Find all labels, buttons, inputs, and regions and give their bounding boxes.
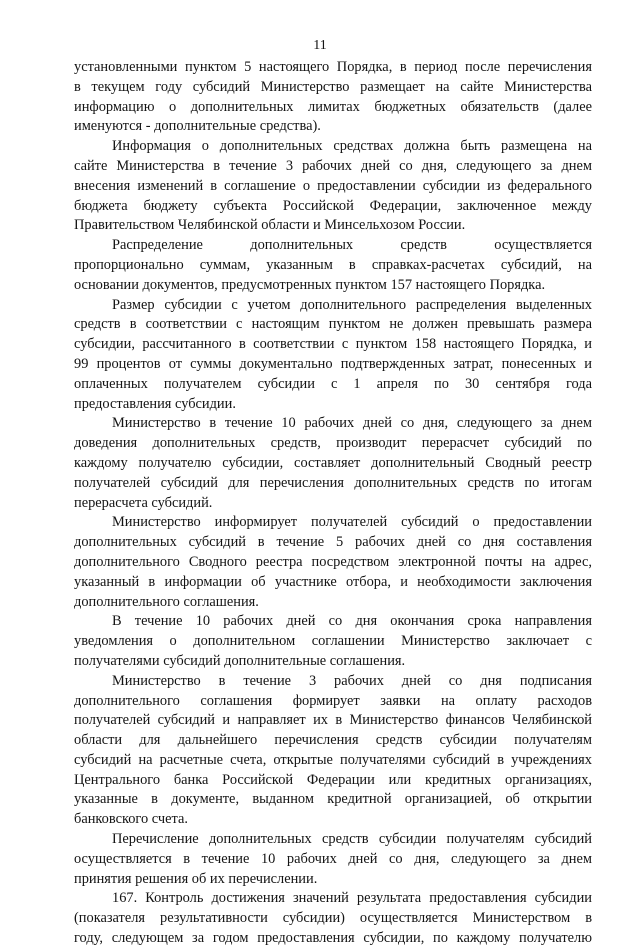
text-line <box>74 117 592 137</box>
text-line-content: субсидий на расчетные счета, открытые получателями субсидий в учреждениях <box>74 751 592 768</box>
text-line-content: каждому получателю субсидии, составляет дополнительный Сводный реестр <box>74 454 592 471</box>
text-line-content: области для дальнейшего перечисления средств субсидии получателям <box>74 732 592 749</box>
text-line <box>74 929 592 949</box>
page-number: 11 <box>313 38 327 53</box>
paragraph <box>74 612 592 671</box>
text-line <box>74 434 592 454</box>
text-line-content: дополнительного соглашения формирует заявки на оплату расходов <box>74 692 592 709</box>
text-line <box>74 414 592 434</box>
text-line <box>74 58 592 78</box>
text-line-content: Распределение дополнительных средств осуществляется <box>112 237 592 254</box>
paragraph <box>74 58 592 137</box>
text-line <box>74 454 592 474</box>
paragraph <box>74 889 592 948</box>
text-line <box>74 256 592 276</box>
text-line-content: Правительством Челябинской области и Минсельхозом России. <box>74 217 466 234</box>
text-line <box>74 157 592 177</box>
text-line <box>74 632 592 652</box>
text-line-content: В течение 10 рабочих дней со дня окончания срока направления <box>112 613 592 630</box>
text-line-content: 167. Контроль достижения значений результата предоставления субсидии <box>112 890 592 907</box>
text-line-content: дополнительного соглашения. <box>74 593 259 610</box>
text-line <box>74 870 592 890</box>
text-line-content: получателей субсидий для перечисления дополнительных средств по итогам <box>74 474 592 491</box>
text-line-content: сайте Министерства в течение 3 рабочих дней со дня, следующего за днем <box>74 157 592 174</box>
text-line <box>74 216 592 236</box>
text-line-content: Министерство в течение 3 рабочих дней со дня подписания <box>112 672 592 689</box>
text-line-content: предоставления субсидии. <box>74 395 236 412</box>
text-line-content: (показателя результативности субсидии) осуществляется Министерством в <box>74 910 592 927</box>
text-line <box>74 692 592 712</box>
text-line <box>74 889 592 909</box>
text-line-content: внесения изменений в соглашение о предоставлении субсидии из федерального <box>74 177 592 194</box>
text-line-content: 99 процентов от суммы документально подтвержденных затрат, понесенных и <box>74 355 592 372</box>
text-line <box>74 474 592 494</box>
text-line <box>74 850 592 870</box>
text-line-content: перерасчета субсидий. <box>74 494 213 511</box>
text-line <box>74 612 592 632</box>
text-line-content: году, следующем за годом предоставления субсидии, по каждому получателю <box>74 930 592 947</box>
paragraph <box>74 830 592 889</box>
text-line <box>74 731 592 751</box>
text-line <box>74 395 592 415</box>
text-line <box>74 573 592 593</box>
text-line-content: принятия решения об их перечислении. <box>74 870 318 887</box>
text-line <box>74 78 592 98</box>
text-line <box>74 296 592 316</box>
text-line-content: информацию о дополнительных лимитах бюджетных обязательств (далее <box>74 98 592 115</box>
text-line <box>74 335 592 355</box>
text-line <box>74 355 592 375</box>
text-line <box>74 672 592 692</box>
text-line <box>74 513 592 533</box>
text-line-content: Информация о дополнительных средствах должна быть размещена на <box>112 138 592 155</box>
text-line-content: доведения дополнительных средств, производит перерасчет субсидий по <box>74 435 592 452</box>
text-line-content: оплаченных получателем субсидии с 1 апреля по 30 сентября года <box>74 375 592 392</box>
paragraph <box>74 513 592 612</box>
text-line <box>74 375 592 395</box>
text-line <box>74 909 592 929</box>
text-line <box>74 137 592 157</box>
text-line-content: Перечисление дополнительных средств субсидии получателям субсидий <box>112 831 592 848</box>
text-line-content: пропорционально суммам, указанным в справках-расчетах субсидий, на <box>74 256 592 273</box>
text-line-content: установленными пунктом 5 настоящего Порядка, в период после перечисления <box>74 59 592 75</box>
text-line-content: в текущем году субсидий Министерство размещает на сайте Министерства <box>74 78 592 95</box>
text-line-content: указанные в документе, выданном кредитной организацией, об открытии <box>74 791 592 808</box>
text-line <box>74 315 592 335</box>
text-line <box>74 751 592 771</box>
text-line-content: банковского счета. <box>74 811 188 828</box>
text-line-content: бюджета бюджету субъекта Российской Федерации, заключенное между <box>74 197 592 214</box>
text-line <box>74 553 592 573</box>
text-line <box>74 771 592 791</box>
text-line-content: дополнительного Сводного реестра посредством электронной почты на адрес, <box>74 553 592 570</box>
text-line <box>74 810 592 830</box>
paragraph <box>74 296 592 415</box>
text-line-content: субсидии, рассчитанного в соответствии с пунктом 158 настоящего Порядка, и <box>74 336 592 353</box>
paragraph <box>74 414 592 513</box>
text-line <box>74 533 592 553</box>
text-line <box>74 711 592 731</box>
text-line-content: средств в соответствии с настоящим пунктом не должен превышать размера <box>74 316 592 333</box>
paragraph <box>74 236 592 295</box>
text-line <box>74 494 592 514</box>
text-line <box>74 236 592 256</box>
text-line <box>74 790 592 810</box>
text-line-content: получателями субсидий дополнительные соглашения. <box>74 652 406 669</box>
paragraph <box>74 137 592 236</box>
text-line-content: Размер субсидии с учетом дополнительного распределения выделенных <box>112 296 592 313</box>
text-line <box>74 830 592 850</box>
text-line <box>74 276 592 296</box>
text-line <box>74 652 592 672</box>
text-line-content: Министерство в течение 10 рабочих дней со дня, следующего за днем <box>112 415 592 432</box>
text-line <box>74 98 592 118</box>
text-line-content: уведомления о дополнительном соглашении Министерство заключает с <box>74 633 592 650</box>
text-line-content: Центрального банка Российской Федерации или кредитных организациях, <box>74 771 592 788</box>
text-line-content: основании документов, предусмотренных пунктом 157 настоящего Порядка. <box>74 276 546 293</box>
paragraph <box>74 672 592 830</box>
text-line-content: Министерство информирует получателей субсидий о предоставлении <box>112 514 592 531</box>
text-line-content: именуются - дополнительные средства). <box>74 118 321 135</box>
text-line-content: осуществляется в течение 10 рабочих дней со дня, следующего за днем <box>74 850 592 867</box>
text-line-content: дополнительных субсидий в течение 5 рабочих дней со дня составления <box>74 534 592 551</box>
document-body <box>74 58 592 949</box>
text-line <box>74 177 592 197</box>
text-line <box>74 197 592 217</box>
text-line-content: указанный в информации об участнике отбора, и необходимости заключения <box>74 573 592 590</box>
text-line-content: получателей субсидий и направляет их в Министерство финансов Челябинской <box>74 712 592 729</box>
text-line <box>74 593 592 613</box>
